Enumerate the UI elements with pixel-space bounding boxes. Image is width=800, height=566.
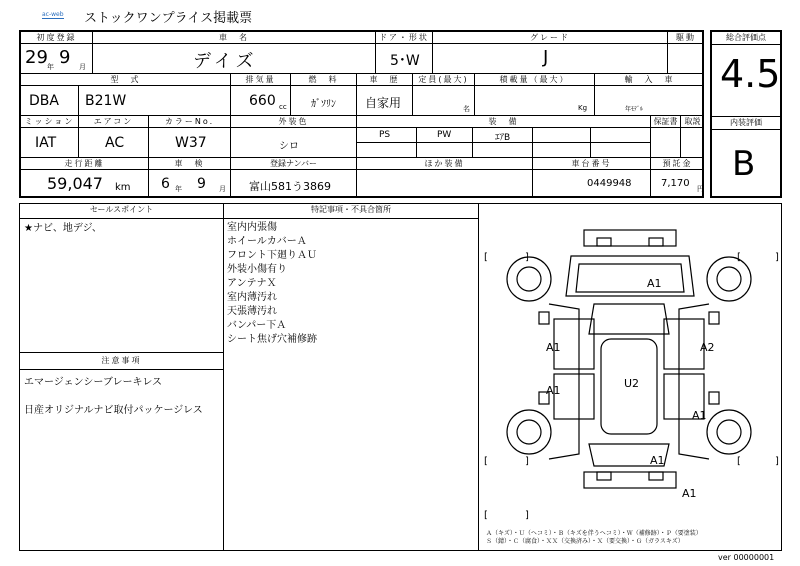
chassis-cell	[533, 170, 651, 198]
label-chassis: 車台番号	[533, 158, 651, 170]
insp-year: 6	[161, 176, 170, 192]
label-inspection: 車 検	[149, 158, 231, 170]
remark-2: ホイールカバーＡ	[227, 236, 307, 247]
remark-8: バンパー下Ａ	[227, 320, 287, 331]
reg-month: 9	[59, 47, 71, 68]
legend-line-2: Ｓ（錆）・Ｃ（腐食）・ＸＸ（交換済み）・Ｘ（要交換）・Ｇ（ガラスキズ）	[486, 538, 684, 545]
damage-mark-8: A1	[682, 487, 697, 500]
remarks-list	[227, 221, 317, 347]
remark-1: 室内内張傷	[227, 222, 277, 233]
label-capacity: 定員(最大)	[413, 74, 475, 86]
equip-airbag: ｴｱB	[495, 133, 511, 143]
label-warranty: 保証書	[651, 116, 681, 128]
capacity-cell	[413, 86, 475, 116]
label-displacement: 排気量	[231, 74, 291, 86]
fuel-value: ｶﾞｿﾘﾝ	[311, 99, 336, 110]
insp-year-unit: 年	[175, 185, 182, 193]
km-unit: km	[115, 182, 131, 193]
label-first-reg: 初度登録	[21, 32, 93, 44]
ext-color-value: シロ	[279, 141, 299, 152]
price-value: 7,170	[661, 178, 690, 189]
model-prefix: DBA	[29, 93, 59, 109]
damage-mark-3: A2	[700, 341, 715, 354]
label-fuel: 燃 料	[291, 74, 357, 86]
label-other-equip: ほか装備	[357, 158, 533, 170]
reg-year: 29	[25, 47, 48, 68]
remark-4: 外装小傷有り	[227, 264, 287, 275]
grade-value: J	[543, 47, 549, 68]
usage-value: 自家用	[365, 96, 402, 110]
model-value: B21W	[85, 93, 127, 109]
label-aircon: エアコン	[79, 116, 149, 128]
equip-cell-7	[417, 143, 473, 158]
mileage-value: 59,047	[47, 174, 103, 193]
label-remarks: 特記事項・不具合箇所	[224, 204, 478, 219]
logo: ac-web	[42, 11, 64, 18]
page-title: ストックワンプライス掲載票	[84, 11, 253, 26]
legend-line-1: Ａ（キズ）・Ｕ（ヘコミ）・Ｂ（キズを伴うヘコミ）・Ｗ（補修跡）・Ｐ（要塗装）	[486, 530, 702, 537]
inspection-cell	[149, 170, 231, 198]
yen-unit: 円	[697, 185, 704, 193]
label-drive: 駆動	[668, 32, 704, 44]
displacement-cell	[231, 86, 291, 116]
label-equipment: 装 備	[357, 116, 651, 128]
interior-score-value: B	[732, 144, 756, 184]
label-import: 輸 入 車	[595, 74, 704, 86]
door-value: 5･W	[390, 53, 420, 69]
fuel-cell	[291, 86, 357, 116]
car-name-value: デイズ	[193, 51, 258, 72]
plate-value: 富山581う3869	[249, 180, 331, 193]
caution-1: エマージェンシーブレーキレス	[24, 377, 163, 388]
mileage-cell	[21, 170, 149, 198]
load-cell	[475, 86, 595, 116]
mission-value: IAT	[35, 135, 57, 151]
first-reg-cell	[21, 44, 93, 74]
insp-month-unit: 月	[219, 185, 226, 193]
color-no-value: W37	[175, 135, 207, 151]
label-color-no: カラーNo.	[149, 116, 231, 128]
label-mission: ミッション	[21, 116, 79, 128]
manual-cell	[681, 128, 704, 158]
label-caution: 注意事項	[101, 356, 142, 365]
equip-cell-1	[357, 128, 417, 143]
chassis-value: 0449948	[587, 178, 632, 189]
legend	[486, 530, 702, 546]
damage-mark-5: U2	[624, 377, 640, 390]
model-cell	[79, 86, 231, 116]
warranty-cell	[651, 128, 681, 158]
label-car-name: 車 名	[93, 32, 376, 44]
reg-year-unit: 年	[47, 63, 54, 71]
equip-cell-3	[473, 128, 533, 143]
label-mileage: 走行距離	[21, 158, 149, 170]
caution-header	[20, 352, 223, 370]
displacement-value: 660	[249, 93, 276, 109]
equip-cell-5	[591, 128, 651, 143]
insp-month: 9	[197, 176, 206, 192]
label-load: 積載量（最大）	[475, 74, 595, 86]
equip-cell-8	[473, 143, 533, 158]
usage-cell	[357, 86, 413, 116]
label-plate: 登録ナンバー	[231, 158, 357, 170]
label-type: 型 式	[21, 74, 231, 86]
load-unit: Kg	[578, 104, 588, 112]
reg-month-unit: 月	[79, 63, 86, 71]
equip-cell-4	[533, 128, 591, 143]
remark-7: 天張薄汚れ	[227, 306, 277, 317]
aircon-value: AC	[105, 135, 125, 151]
label-sales-point: セールスポイント	[20, 204, 224, 219]
ext-color-cell	[231, 128, 357, 158]
remark-9: シート焦げ穴補修跡	[227, 334, 317, 345]
remark-5: アンテナＸ	[227, 278, 277, 289]
total-score-value: 4.5	[720, 52, 781, 96]
remark-6: 室内薄汚れ	[227, 292, 277, 303]
color-no-cell	[149, 128, 231, 158]
score-box	[710, 30, 782, 198]
version: ver 00000001	[718, 553, 775, 562]
equip-ps: PS	[379, 130, 391, 140]
plate-cell	[231, 170, 357, 198]
cc-unit: cc	[279, 103, 287, 111]
divider-1	[223, 204, 224, 550]
label-grade: グレード	[433, 32, 668, 44]
door-cell	[376, 44, 433, 74]
equip-cell-10	[591, 143, 651, 158]
label-price: 預託金	[651, 158, 704, 170]
remark-3: フロント下廻りＡＵ	[227, 250, 317, 261]
import-cell	[595, 86, 704, 116]
caution-2: 日産オリジナルナビ取付パッケージレス	[24, 405, 203, 416]
damage-mark-1: A1	[647, 277, 662, 290]
label-total-score: 総合評価点	[712, 32, 780, 45]
grade-cell	[433, 44, 668, 74]
equip-cell-9	[533, 143, 591, 158]
label-manual: 取説	[681, 116, 704, 128]
sales-point-1: ★ナビ、地デジ、	[24, 223, 102, 234]
label-door: ドア・形状	[376, 32, 433, 44]
damage-mark-6: A1	[692, 409, 707, 422]
details-section: セールスポイント ★ナビ、地デジ、 注意事項 エマージェンシーブレーキレス 日産オリジナルナビ取付パッケージレス 特記事項・不具合箇所 室内内張傷 ホイールカバーＡ フロント下廻りＡＵ 外装小傷有り アンテナＸ 室内薄汚れ 天張薄汚れ バンパー下Ａ シート焦げ穴補修跡 [ ] [ ] [ ] [ ] [ ] A1 A1 A2 A1 U2 A1 A1 A1 Ａ（キズ）・Ｕ（ヘコミ）・Ｂ（キズを伴うヘコミ）・Ｗ（補修跡）・Ｐ（要塗装） Ｓ（錆）・Ｃ（腐食）・ＸＸ（交換済み）・Ｘ（要交換）・Ｇ（ガラスキズ）	[19, 203, 782, 551]
vehicle-info-grid	[19, 30, 704, 198]
car-name-cell	[93, 44, 376, 74]
damage-mark-7: A1	[650, 454, 665, 467]
mission-cell	[21, 128, 79, 158]
damage-mark-2: A1	[546, 341, 561, 354]
capacity-unit: 名	[463, 105, 470, 113]
import-unit: 年ﾓﾃﾞﾙ	[625, 106, 644, 113]
model-prefix-cell	[21, 86, 79, 116]
aircon-cell	[79, 128, 149, 158]
damage-mark-4: A1	[546, 384, 561, 397]
label-interior-score: 内装評価	[712, 116, 780, 130]
drive-cell	[668, 44, 704, 74]
equip-cell-6	[357, 143, 417, 158]
label-ext-color: 外装色	[231, 116, 357, 128]
header	[20, 0, 780, 30]
equip-cell-2	[417, 128, 473, 143]
price-cell	[651, 170, 704, 198]
equip-pw: PW	[437, 130, 452, 140]
label-usage: 車 歴	[357, 74, 413, 86]
other-equip-cell	[357, 170, 533, 198]
